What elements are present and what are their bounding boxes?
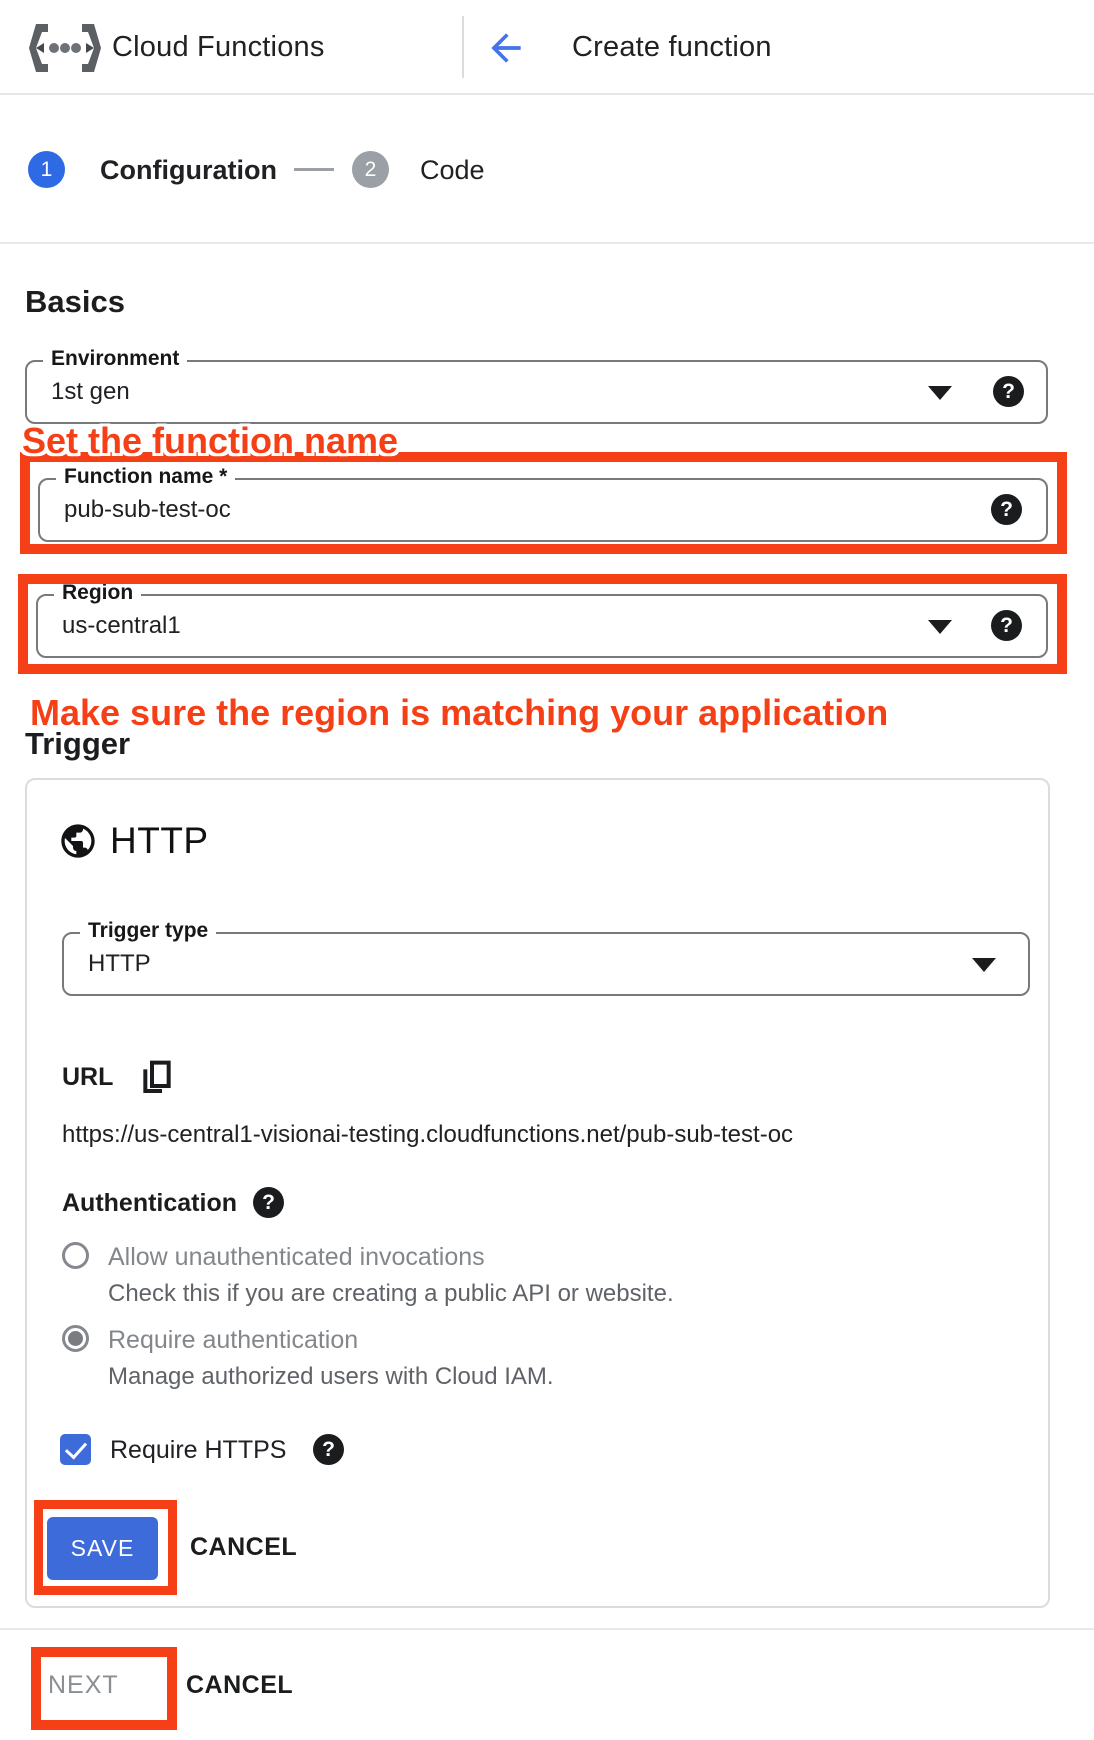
trigger-card-title: HTTP: [110, 820, 209, 861]
globe-icon: [58, 821, 98, 861]
url-label: URL: [62, 1063, 114, 1091]
trigger-type-value: HTTP: [88, 950, 151, 977]
require-https-help-icon[interactable]: ?: [313, 1434, 344, 1465]
chevron-down-icon: [972, 958, 996, 972]
environment-select[interactable]: [25, 347, 1048, 424]
app-title: Cloud Functions: [112, 31, 325, 63]
require-https-checkbox[interactable]: [60, 1434, 91, 1465]
radio-allow-unauthenticated-description: Check this if you are creating a public API or website.: [108, 1280, 674, 1307]
trigger-type-select[interactable]: [62, 919, 1030, 996]
copy-icon: [137, 1054, 177, 1098]
footer-cancel-button[interactable]: CANCEL: [186, 1671, 294, 1699]
step-connector: [294, 168, 334, 171]
annotation-region-note: Make sure the region is matching your application: [30, 692, 889, 733]
step-1-circle[interactable]: 1: [28, 151, 65, 188]
function-name-input[interactable]: [38, 465, 1048, 542]
chevron-down-icon: [928, 386, 952, 400]
environment-value: 1st gen: [51, 378, 130, 405]
back-button[interactable]: [484, 26, 528, 70]
authentication-label: Authentication: [62, 1189, 237, 1217]
app-header: [0, 0, 1094, 95]
save-button[interactable]: SAVE: [47, 1517, 158, 1580]
step-2-label[interactable]: Code: [420, 155, 485, 185]
function-name-value: pub-sub-test-oc: [64, 496, 231, 523]
radio-allow-unauthenticated[interactable]: [62, 1242, 89, 1269]
authentication-help-icon[interactable]: ?: [253, 1187, 284, 1218]
basics-heading: Basics: [25, 284, 125, 319]
trigger-heading: Trigger: [25, 726, 131, 761]
footer-divider: [0, 1628, 1094, 1630]
page-title: Create function: [572, 31, 772, 63]
step-2-circle[interactable]: 2: [352, 151, 389, 188]
next-button[interactable]: NEXT: [48, 1671, 119, 1699]
radio-require-authentication[interactable]: [62, 1325, 89, 1352]
environment-help-icon[interactable]: ?: [993, 376, 1024, 407]
region-help-icon[interactable]: ?: [991, 610, 1022, 641]
radio-require-authentication-label: Require authentication: [108, 1326, 359, 1354]
radio-allow-unauthenticated-label: Allow unauthenticated invocations: [108, 1243, 485, 1271]
region-select[interactable]: [36, 581, 1048, 658]
region-label: Region: [54, 581, 141, 605]
trigger-type-label: Trigger type: [80, 919, 216, 943]
require-https-label: Require HTTPS: [110, 1436, 287, 1464]
radio-require-authentication-description: Manage authorized users with Cloud IAM.: [108, 1363, 554, 1390]
cancel-button[interactable]: CANCEL: [190, 1533, 298, 1561]
chevron-down-icon: [928, 620, 952, 634]
step-1-label[interactable]: Configuration: [100, 155, 277, 185]
function-name-help-icon[interactable]: ?: [991, 494, 1022, 525]
back-arrow-icon: [484, 26, 528, 70]
cloud-functions-logo-icon: [26, 22, 104, 74]
stepper-divider: [0, 242, 1094, 244]
region-value: us-central1: [62, 612, 181, 639]
environment-label: Environment: [43, 347, 187, 371]
copy-url-button[interactable]: [136, 1054, 178, 1100]
header-divider: [462, 16, 464, 78]
function-name-label: Function name *: [56, 465, 235, 489]
annotation-function-name-note: Set the function name: [22, 420, 399, 461]
function-url: https://us-central1-visionai-testing.cloudfunctions.net/pub-sub-test-oc: [62, 1121, 794, 1148]
